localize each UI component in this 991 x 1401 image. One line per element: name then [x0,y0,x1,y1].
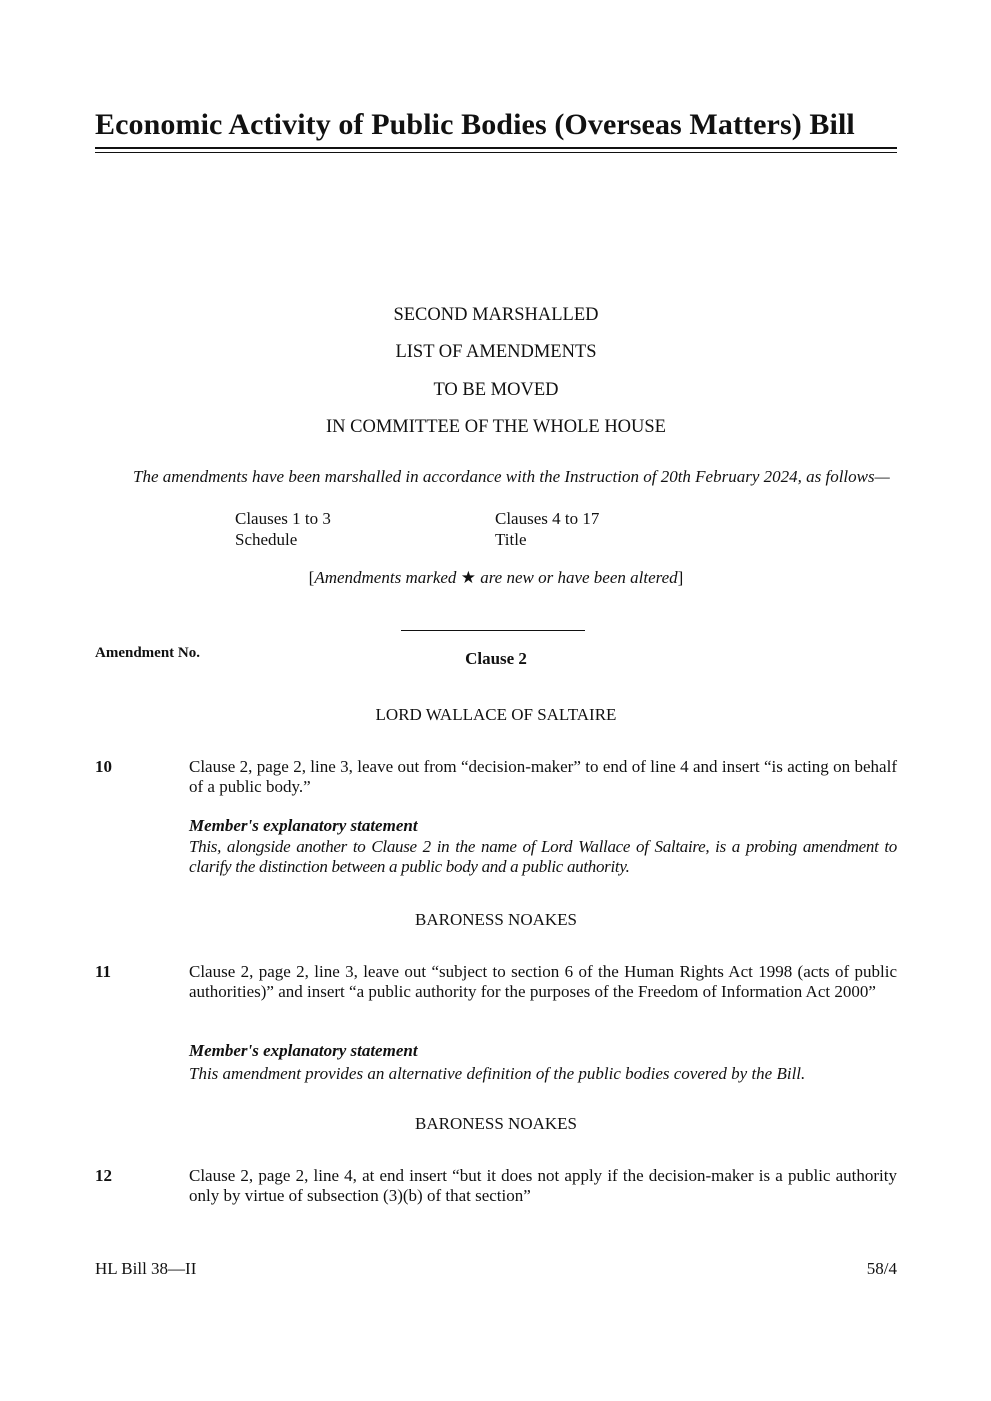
amendment-text: Clause 2, page 2, line 4, at end insert “but it does not apply if the decision-maker is a public authority only by virtue of subsection (3)(b) of that section” [189,1166,897,1205]
order-col-2 [495,508,599,550]
heading-line-3: TO BE MOVED [433,380,559,400]
section-divider [401,630,585,631]
star-icon: ★ [460,568,476,587]
member-name: BARONESS NOAKES [415,910,577,929]
member-name: LORD WALLACE OF SALTAIRE [375,705,617,724]
title-rule-thick [95,147,897,149]
order-item: Clauses 4 to 17 [495,509,600,528]
amendment-no-label: Amendment No. [95,645,200,661]
heading-line-2: LIST OF AMENDMENTS [395,342,597,362]
amendment-number: 11 [95,962,112,981]
amendment-text: Clause 2, page 2, line 3, leave out “subject to section 6 of the Human Rights Act 1998 (acts of public authorities)” and insert “a public authority for the purposes of the Freedom of Information Act 2000” [189,962,897,1001]
order-item: Clauses 1 to 3 [235,509,331,528]
altered-note: [Amendments marked ★ are new or have been altered] [308,568,684,587]
amendment-number: 10 [95,757,112,776]
explanatory-statement: This amendment provides an alternative definition of the public bodies covered by the Bill. [189,1064,806,1083]
order-col-1 [235,508,331,550]
amendment-number: 12 [95,1166,112,1185]
heading-line-1: SECOND MARSHALLED [393,305,599,325]
footer-page-ref: 58/4 [866,1259,897,1278]
statement-heading: Member's explanatory statement [189,1041,418,1060]
statement-heading: Member's explanatory statement [189,816,418,835]
intro-text: The amendments have been marshalled in accordance with the Instruction of 20th February 2024, as follows— [133,467,890,486]
amendment-text: Clause 2, page 2, line 3, leave out from “decision-maker” to end of line 4 and insert “is acting on behalf of a public body.” [189,757,897,796]
title-rule-thin [95,152,897,153]
clause-heading: Clause 2 [465,649,527,668]
member-name: BARONESS NOAKES [415,1114,577,1133]
heading-line-4: IN COMMITTEE OF THE WHOLE HOUSE [325,417,666,437]
order-item: Title [495,530,527,549]
bill-title: Economic Activity of Public Bodies (Overseas Matters) Bill [95,108,855,141]
explanatory-statement: This, alongside another to Clause 2 in the name of Lord Wallace of Saltaire, is a probing amendment to clarify the distinction between a public body and a public authority. [189,837,897,876]
footer-bill-ref: HL Bill 38—II [95,1259,197,1278]
order-item: Schedule [235,530,298,549]
